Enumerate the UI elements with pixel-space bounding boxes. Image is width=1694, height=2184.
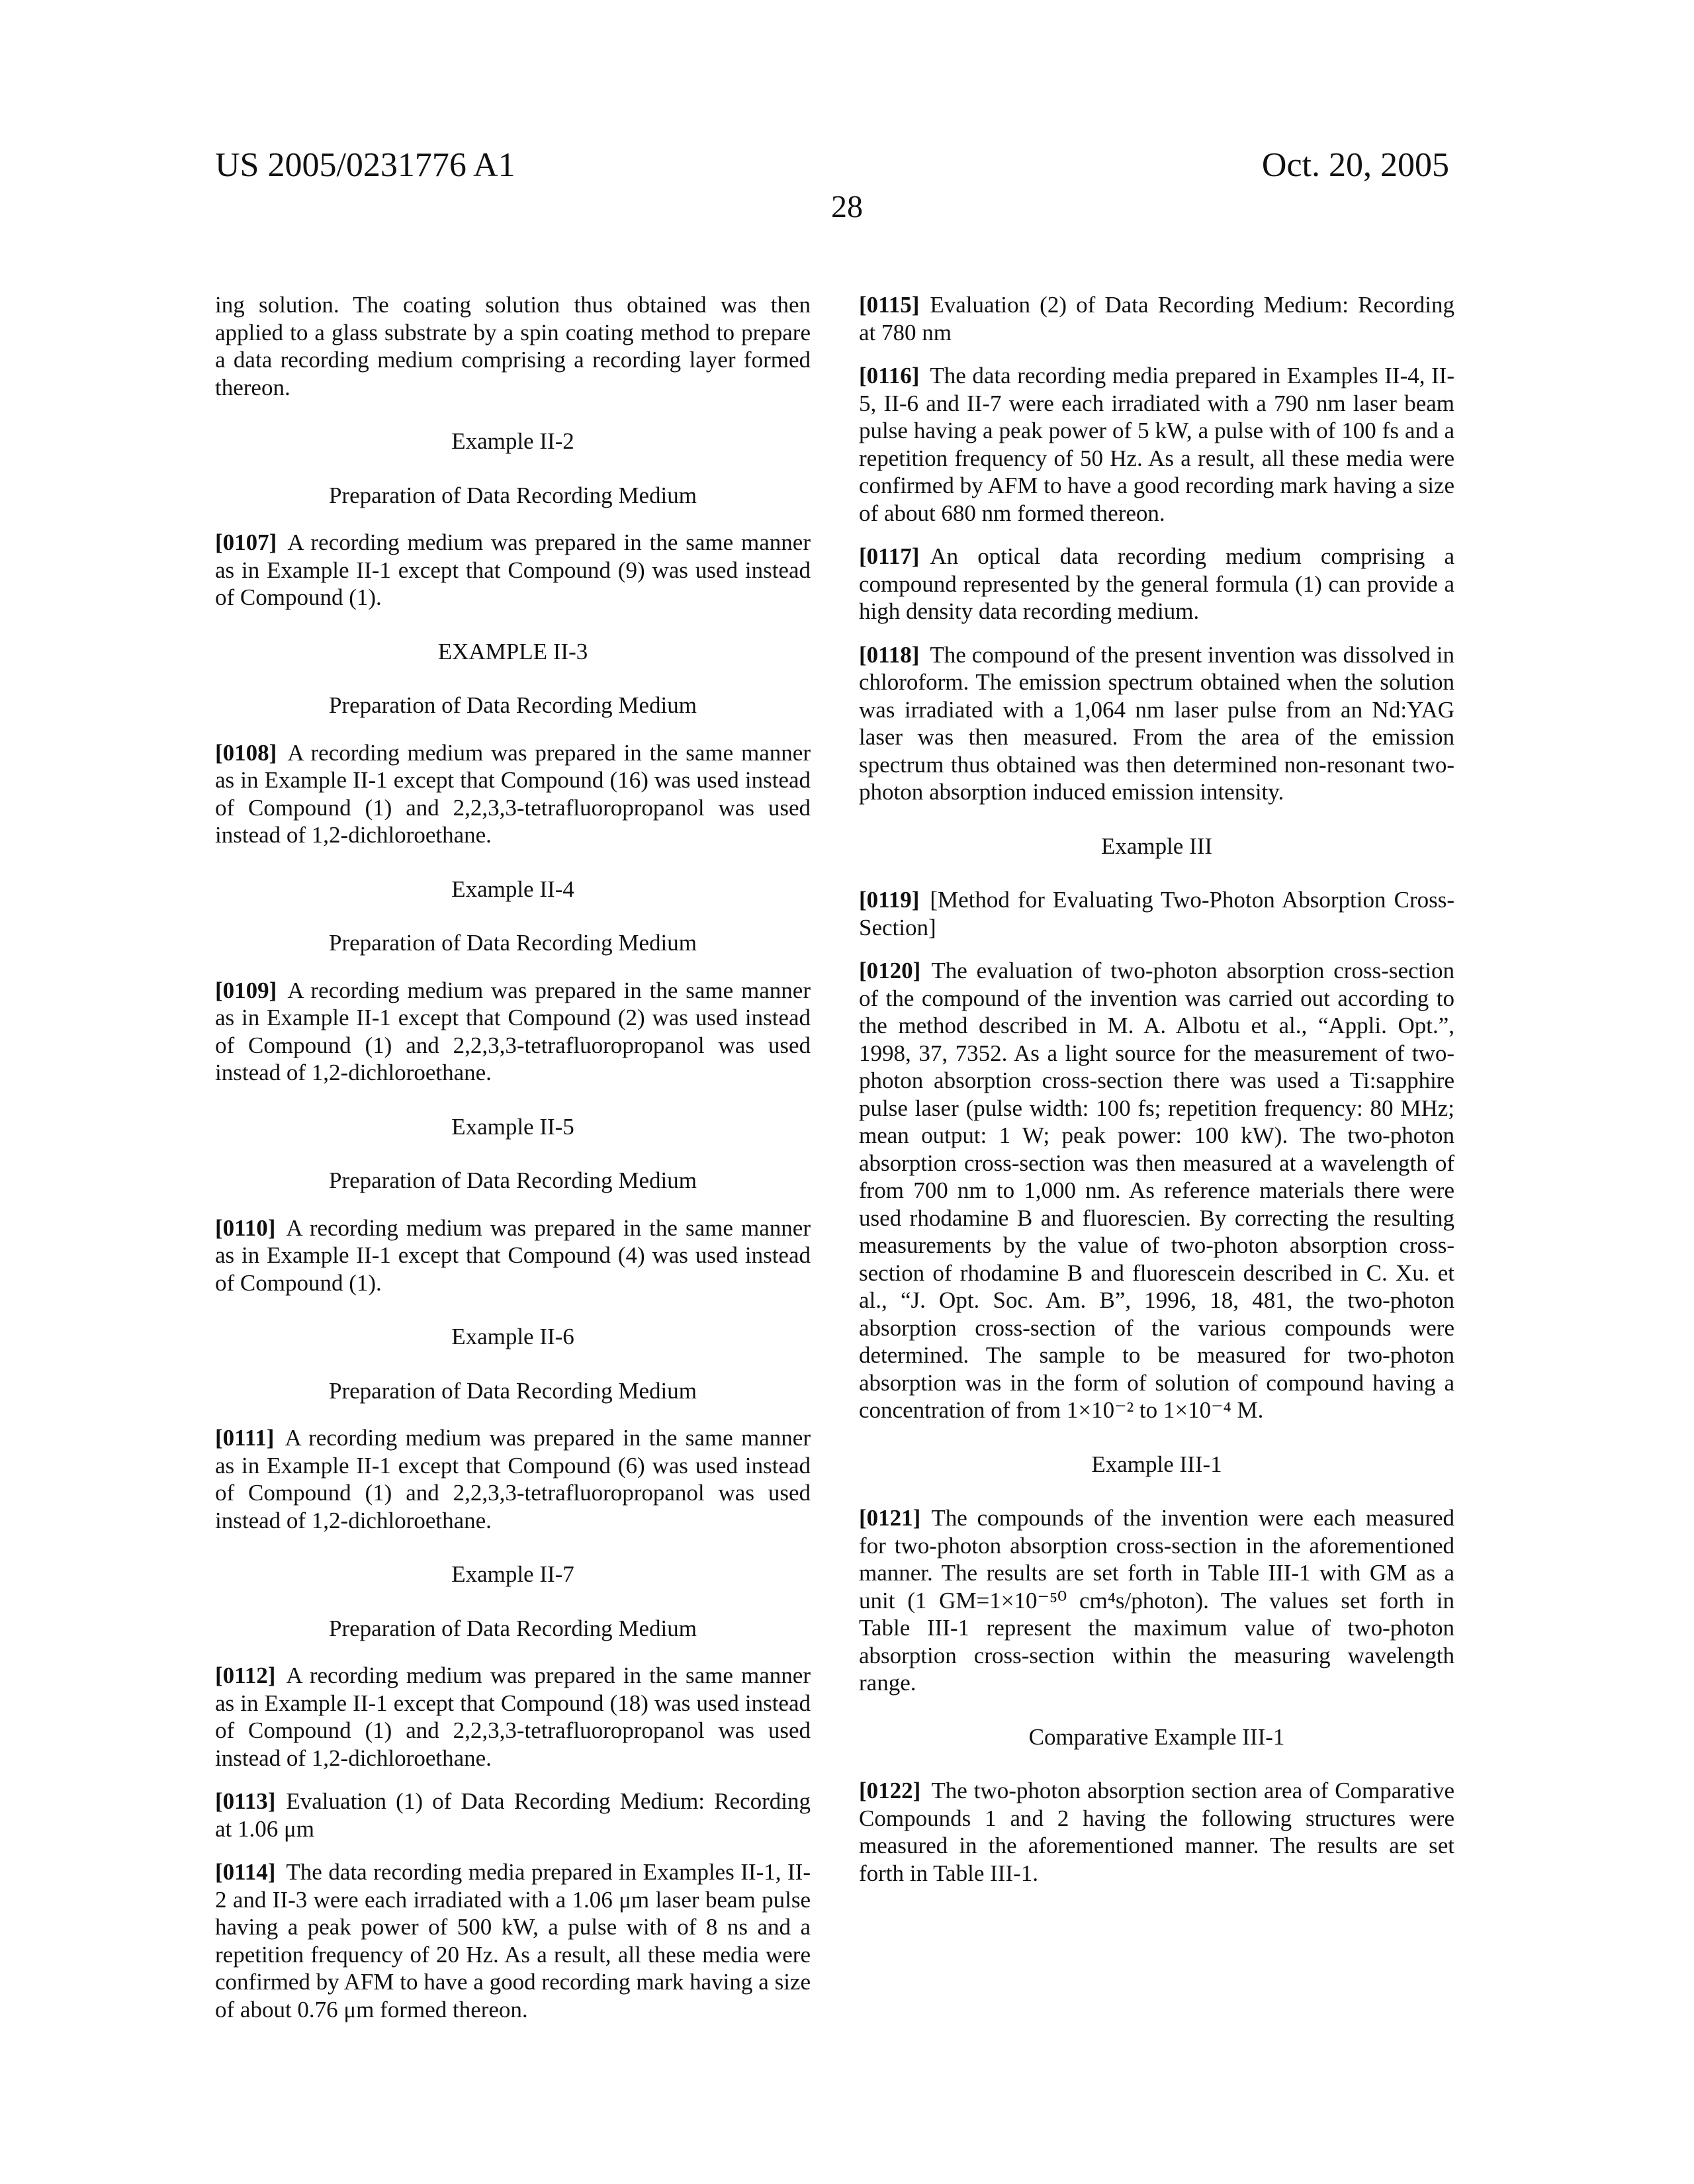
paragraph-0110 — [215, 1214, 811, 1297]
paragraph-text: An optical data recording medium comprising a compound represented by the general formula (1) can provide a high density data recording medium. — [859, 543, 1454, 624]
page-number: 28 — [0, 189, 1694, 225]
paragraph-tag: [0122] — [859, 1778, 920, 1803]
paragraph-tag: [0114] — [215, 1859, 275, 1885]
example-heading: Example II-6 — [215, 1323, 811, 1351]
paragraph-tag: [0111] — [215, 1425, 274, 1451]
paragraph-tag: [0107] — [215, 529, 277, 555]
paragraph-tag: [0112] — [215, 1662, 275, 1688]
publication-number: US 2005/0231776 A1 — [215, 146, 515, 185]
paragraph-text: The compound of the present invention was dissolved in chloroform. The emission spectrum obtained when the solution was irradiated with a 1,064 nm laser pulse from an Nd:YAG laser was then measured. From the area of the emission spectrum thus obtained was then determined non-resonant two-photon absorption induced emission intensity. — [859, 642, 1454, 805]
example-subheading: Preparation of Data Recording Medium — [215, 1615, 811, 1643]
paragraph-tag: [0108] — [215, 740, 277, 766]
paragraph-continuation: ing solution. The coating solution thus obtained was then applied to a glass substrate by a spin coating method to prepare a data recording medium comprising a recording layer formed thereon. — [215, 291, 811, 401]
example-subheading: Preparation of Data Recording Medium — [215, 482, 811, 510]
paragraph-0109 — [215, 977, 811, 1087]
paragraph-text: A recording medium was prepared in the same manner as in Example II-1 except that Compound (4) was used instead of Compound (1). — [215, 1215, 811, 1296]
publication-date: Oct. 20, 2005 — [1262, 146, 1449, 185]
example-heading: Example II-7 — [215, 1561, 811, 1588]
paragraph-text: The evaluation of two-photon absorption cross-section of the compound of the invention was carried out according to the method described in M. A. Albotu et al., “Appli. Opt.”, 1998, 37, 7352. As a light source for the measurement of two-photon absorption cross-section there was used a Ti:sapphire pulse laser (pulse width: 100 fs; repetition frequency: 80 MHz; mean output: 1 W; peak power: 100 kW). The two-photon absorption cross-section was then measured at a wavelength of from 700 nm to 1,000 nm. As reference materials there were used rhodamine B and fluorescien. By correcting the resulting measurements by the value of two-photon absorption cross-section of rhodamine B and fluorescein described in C. Xu. et al., “J. Opt. Soc. Am. B”, 1996, 18, 481, the two-photon absorption cross-section of the various compounds were determined. The sample to be measured for two-photon absorption was in the form of solution of compound having a concentration of from 1×10⁻² to 1×10⁻⁴ M. — [859, 958, 1454, 1423]
paragraph-0114 — [215, 1858, 811, 2023]
paragraph-0121 — [859, 1504, 1454, 1697]
paragraph-0122 — [859, 1777, 1454, 1887]
paragraph-0116 — [859, 362, 1454, 527]
paragraph-tag: [0110] — [215, 1215, 275, 1241]
paragraph-text: The data recording media prepared in Examples II-4, II-5, II-6 and II-7 were each irradiated with a 790 nm laser beam pulse having a peak power of 5 kW, a pulse with of 100 fs and a repetition frequency of 50 Hz. As a result, all these media were confirmed by AFM to have a good recording mark having a size of about 680 nm formed thereon. — [859, 363, 1454, 526]
paragraph-0107 — [215, 529, 811, 612]
paragraph-text: The compounds of the invention were each measured for two-photon absorption cross-section in the aforementioned manner. The results are set forth in Table III-1 with GM as a unit (1 GM=1×10⁻⁵⁰ cm⁴s/photon). The values set forth in Table III-1 represent the maximum value of two-photon absorption cross-section within the measuring wavelength range. — [859, 1505, 1454, 1696]
example-heading: Example II-4 — [215, 876, 811, 903]
paragraph-0117 — [859, 543, 1454, 625]
paragraph-0120 — [859, 957, 1454, 1424]
paragraph-tag: [0109] — [215, 978, 277, 1003]
paragraph-0113 — [215, 1788, 811, 1843]
paragraph-tag: [0113] — [215, 1788, 275, 1814]
paragraph-text: A recording medium was prepared in the same manner as in Example II-1 except that Compound (16) was used instead of Compound (1) and 2,2,3,3-tetrafluoropropanol was used instead of 1,2-dichloroethane. — [215, 740, 811, 848]
paragraph-tag: [0117] — [859, 543, 919, 569]
paragraph-text: [Method for Evaluating Two-Photon Absorption Cross-Section] — [859, 887, 1454, 940]
example-subheading: Preparation of Data Recording Medium — [215, 1377, 811, 1405]
paragraph-text: The data recording media prepared in Examples II-1, II-2 and II-3 were each irradiated with a 1.06 μm laser beam pulse having a peak power of 500 kW, a pulse with of 8 ns and a repetition frequency of 20 Hz. As a result, all these media were confirmed by AFM to have a good recording mark having a size of about 0.76 μm formed thereon. — [215, 1859, 811, 2023]
paragraph-text: The two-photon absorption section area of Comparative Compounds 1 and 2 having the following structures were measured in the aforementioned manner. The results are set forth in Table III-1. — [859, 1778, 1454, 1886]
example-subheading: Preparation of Data Recording Medium — [215, 929, 811, 957]
paragraph-text: Evaluation (2) of Data Recording Medium: Recording at 780 nm — [859, 292, 1454, 345]
paragraph-0115 — [859, 291, 1454, 346]
example-heading: Example III-1 — [859, 1451, 1454, 1479]
paragraph-0119 — [859, 886, 1454, 941]
paragraph-0112 — [215, 1662, 811, 1772]
paragraph-text: A recording medium was prepared in the same manner as in Example II-1 except that Compound (2) was used instead of Compound (1) and 2,2,3,3-tetrafluoropropanol was used instead of 1,2-dichloroethane. — [215, 978, 811, 1086]
example-subheading: Preparation of Data Recording Medium — [215, 692, 811, 719]
paragraph-text: A recording medium was prepared in the same manner as in Example II-1 except that Compound (6) was used instead of Compound (1) and 2,2,3,3-tetrafluoropropanol was used instead of 1,2-dichloroethane. — [215, 1425, 811, 1533]
example-heading: Comparative Example III-1 — [859, 1723, 1454, 1751]
paragraph-0111 — [215, 1424, 811, 1534]
paragraph-text: A recording medium was prepared in the same manner as in Example II-1 except that Compound (9) was used instead of Compound (1). — [215, 529, 811, 610]
left-column — [215, 291, 811, 2039]
example-heading: EXAMPLE II-3 — [215, 638, 811, 666]
paragraph-0118 — [859, 641, 1454, 806]
paragraph-text: A recording medium was prepared in the same manner as in Example II-1 except that Compound (18) was used instead of Compound (1) and 2,2,3,3-tetrafluoropropanol was used instead of 1,2-dichloroethane. — [215, 1662, 811, 1771]
example-heading: Example II-5 — [215, 1113, 811, 1141]
paragraph-tag: [0120] — [859, 958, 920, 983]
paragraph-tag: [0118] — [859, 642, 919, 668]
paragraph-tag: [0119] — [859, 887, 919, 913]
paragraph-tag: [0121] — [859, 1505, 920, 1531]
example-heading: Example III — [859, 833, 1454, 860]
paragraph-tag: [0116] — [859, 363, 919, 388]
example-subheading: Preparation of Data Recording Medium — [215, 1167, 811, 1195]
right-column — [859, 291, 1454, 1903]
paragraph-tag: [0115] — [859, 292, 919, 318]
paragraph-text: Evaluation (1) of Data Recording Medium: Recording at 1.06 μm — [215, 1788, 811, 1842]
example-heading: Example II-2 — [215, 428, 811, 455]
paragraph-0108 — [215, 739, 811, 849]
